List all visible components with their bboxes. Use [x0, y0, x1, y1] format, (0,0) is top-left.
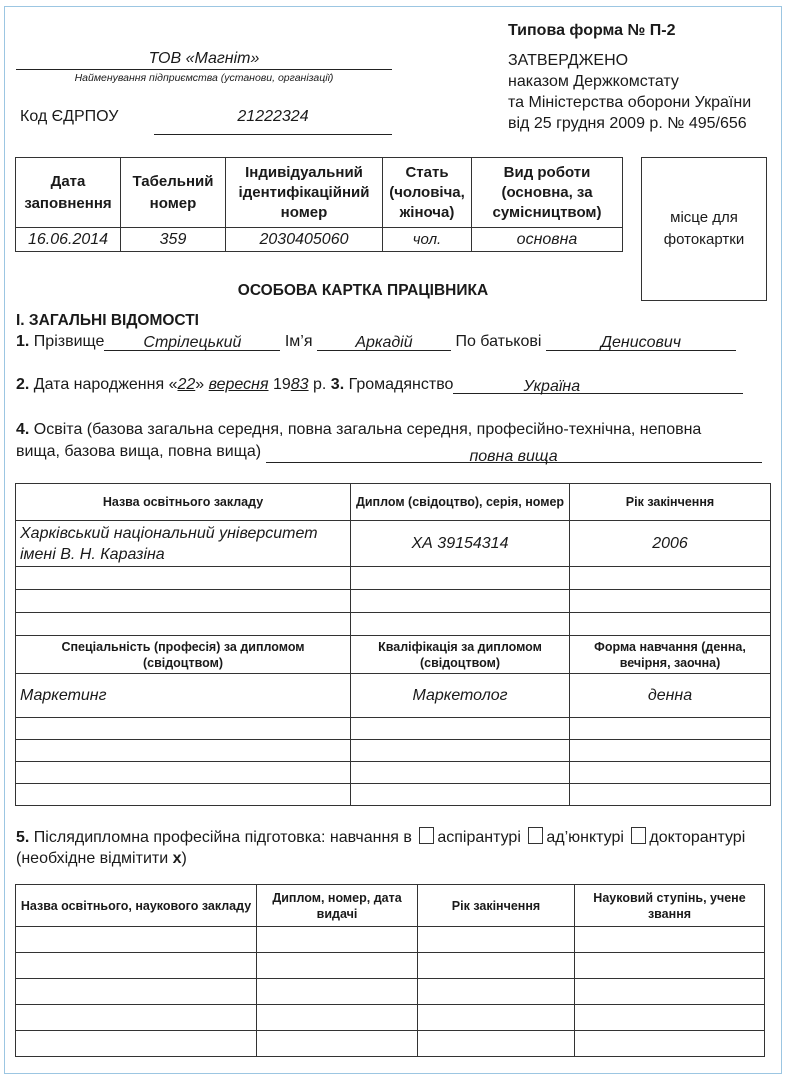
doktorantura-checkbox[interactable] [631, 827, 646, 844]
org-name[interactable]: ТОВ «Магніт» [16, 50, 392, 70]
patronymic-label: По батькові [455, 333, 542, 350]
table-cell[interactable] [570, 590, 771, 613]
item-2-num: 2. [16, 376, 30, 393]
dob-close: » [195, 376, 205, 393]
table-cell[interactable] [570, 613, 771, 636]
table-cell[interactable] [351, 567, 570, 590]
fill-date-value[interactable]: 16.06.2014 [16, 228, 121, 252]
education-options-text-2: вища, базова вища, повна вища) [16, 443, 262, 460]
pg-col-degree: Науковий ступінь, учене звання [575, 885, 765, 927]
table-cell[interactable] [16, 740, 351, 762]
sex-value[interactable]: чол. [383, 228, 472, 252]
table-cell[interactable] [570, 718, 771, 740]
table-cell[interactable] [257, 953, 418, 979]
table-cell[interactable] [16, 718, 351, 740]
aspirantura-label: аспірантурі [437, 829, 521, 846]
table-row [16, 1031, 765, 1057]
table-cell[interactable] [570, 784, 771, 806]
item-3-num: 3. [330, 376, 345, 393]
table-cell[interactable] [16, 979, 257, 1005]
table-cell[interactable] [418, 1031, 575, 1057]
edu-specialty-value[interactable]: Маркетинг [16, 674, 351, 718]
table-row [16, 953, 765, 979]
first-name-field[interactable]: Аркадій [317, 334, 451, 351]
pg-col-institution: Назва освітнього, наукового закладу [16, 885, 257, 927]
table-row [16, 567, 771, 590]
table-row [16, 613, 771, 636]
approved-label: ЗАТВЕРДЖЕНО [508, 52, 629, 69]
education-field[interactable]: повна вища [266, 446, 762, 463]
approval-block [508, 50, 751, 134]
table-row [16, 762, 771, 784]
col-work-type: Вид роботи (основна, за сумісництвом) [472, 158, 623, 228]
table-cell[interactable] [418, 1005, 575, 1031]
table-cell[interactable] [575, 927, 765, 953]
adyunktura-label: ад’юнктурі [546, 829, 624, 846]
name-line [16, 333, 772, 351]
postgraduate-note-close: ) [181, 850, 187, 867]
approved-line-1: наказом Держкомстату [508, 73, 679, 90]
education-line [16, 419, 776, 463]
org-name-caption: Найменування підприємства (установи, організації) [74, 72, 334, 84]
form-number: Типова форма № П-2 [508, 22, 676, 39]
surname-field[interactable]: Стрілецький [104, 334, 280, 351]
edu-qualification-value[interactable]: Маркетолог [351, 674, 570, 718]
col-fill-date: Дата заповнення [16, 158, 121, 228]
table-cell[interactable] [16, 784, 351, 806]
table-cell[interactable] [351, 762, 570, 784]
item-5-num: 5. [16, 829, 30, 846]
table-row [16, 1005, 765, 1031]
item-4-num: 4. [16, 421, 30, 438]
photo-label: місце для фотокартки [663, 209, 745, 248]
table-cell[interactable] [16, 567, 351, 590]
table-row [16, 740, 771, 762]
col-sex: Стать (чоловіча, жіноча) [383, 158, 472, 228]
photo-placeholder [641, 157, 767, 301]
table-cell[interactable] [575, 1005, 765, 1031]
table-cell[interactable] [16, 927, 257, 953]
education-options-text: Освіта (базова загальна середня, повна загальна середня, професійно-технічна, неповна [33, 421, 702, 438]
table-cell[interactable] [351, 718, 570, 740]
citizenship-field[interactable]: Україна [453, 378, 743, 394]
postgraduate-note-mark: х [172, 850, 182, 867]
table-cell[interactable] [351, 784, 570, 806]
table-cell[interactable] [570, 567, 771, 590]
dob-year-suffix[interactable]: 83 [290, 376, 309, 393]
pg-col-diploma: Диплом, номер, дата видачі [257, 885, 418, 927]
table-cell[interactable] [575, 953, 765, 979]
table-cell[interactable] [16, 953, 257, 979]
edu-study-form-value[interactable]: денна [570, 674, 771, 718]
patronymic-field[interactable]: Денисович [546, 334, 736, 351]
edu-year-value[interactable]: 2006 [570, 521, 771, 567]
edu-col-qualification: Кваліфікація за дипломом (свідоцтвом) [351, 636, 570, 674]
card-title: ОСОБОВА КАРТКА ПРАЦІВНИКА [237, 282, 489, 299]
dob-month[interactable]: вересня [208, 376, 269, 393]
edu-col-study-form: Форма навчання (денна, вечірня, заочна) [570, 636, 771, 674]
edu-institution-value[interactable]: Харківський національний університет імені В. Н. Каразіна [16, 521, 351, 567]
approved-line-2: та Міністерства оборони України [508, 94, 752, 111]
edu-diploma-value[interactable]: ХА 39154314 [351, 521, 570, 567]
table-cell[interactable] [351, 613, 570, 636]
surname-label: Прізвище [33, 333, 105, 350]
education-table [15, 483, 771, 806]
table-cell[interactable] [575, 1031, 765, 1057]
tab-number-value[interactable]: 359 [121, 228, 226, 252]
table-row [16, 784, 771, 806]
approved-line-3: від 25 грудня 2009 р. № 495/656 [508, 115, 747, 132]
work-type-value[interactable]: основна [472, 228, 623, 252]
table-cell[interactable] [16, 1005, 257, 1031]
pg-col-year: Рік закінчення [418, 885, 575, 927]
table-cell[interactable] [16, 762, 351, 784]
edu-col-year: Рік закінчення [570, 484, 771, 521]
postgraduate-table [15, 884, 765, 1057]
doktorantura-label: докторантурі [649, 829, 746, 846]
table-cell[interactable] [570, 740, 771, 762]
table-cell[interactable] [16, 613, 351, 636]
edu-col-institution: Назва освітнього закладу [16, 484, 351, 521]
edu-col-specialty: Спеціальність (професія) за дипломом (свідоцтвом) [16, 636, 351, 674]
table-cell[interactable] [418, 979, 575, 1005]
table-cell[interactable] [570, 762, 771, 784]
adyunktura-checkbox[interactable] [528, 827, 543, 844]
dob-year-prefix: 19 [272, 376, 291, 393]
birth-citizenship-line [16, 376, 772, 394]
dob-day[interactable]: 22 [177, 376, 196, 393]
table-row [16, 590, 771, 613]
citizenship-label: Громадянство [348, 376, 454, 393]
col-tab-number: Табельний номер [121, 158, 226, 228]
edu-col-diploma: Диплом (свідоцтво), серія, номер [351, 484, 570, 521]
edrpou-value[interactable]: 21222324 [154, 108, 392, 135]
aspirantura-checkbox[interactable] [419, 827, 434, 844]
table-cell[interactable] [257, 979, 418, 1005]
postgraduate-note: (необхідне відмітити [16, 850, 169, 867]
table-cell[interactable] [257, 927, 418, 953]
table-row [16, 927, 765, 953]
section-1-heading: І. ЗАГАЛЬНІ ВІДОМОСТІ [16, 312, 199, 329]
employee-info-table [15, 157, 623, 252]
table-cell[interactable] [418, 953, 575, 979]
tax-id-value[interactable]: 2030405060 [226, 228, 383, 252]
table-row [16, 979, 765, 1005]
table-cell[interactable] [575, 979, 765, 1005]
dob-label: Дата народження « [33, 376, 178, 393]
table-cell[interactable] [257, 1031, 418, 1057]
table-row [16, 718, 771, 740]
dob-year-unit: р. [313, 376, 327, 393]
item-1-num: 1. [16, 333, 30, 350]
table-cell[interactable] [16, 590, 351, 613]
postgraduate-section [16, 827, 776, 869]
table-cell[interactable] [418, 927, 575, 953]
col-tax-id: Індивідуальний ідентифікаційний номер [226, 158, 383, 228]
table-cell[interactable] [16, 1031, 257, 1057]
edrpou-label: Код ЄДРПОУ [20, 108, 119, 125]
postgraduate-label: Післядипломна професійна підготовка: навчання в [33, 829, 412, 846]
table-cell[interactable] [257, 1005, 418, 1031]
table-cell[interactable] [351, 740, 570, 762]
first-name-label: Ім’я [284, 333, 313, 350]
table-cell[interactable] [351, 590, 570, 613]
